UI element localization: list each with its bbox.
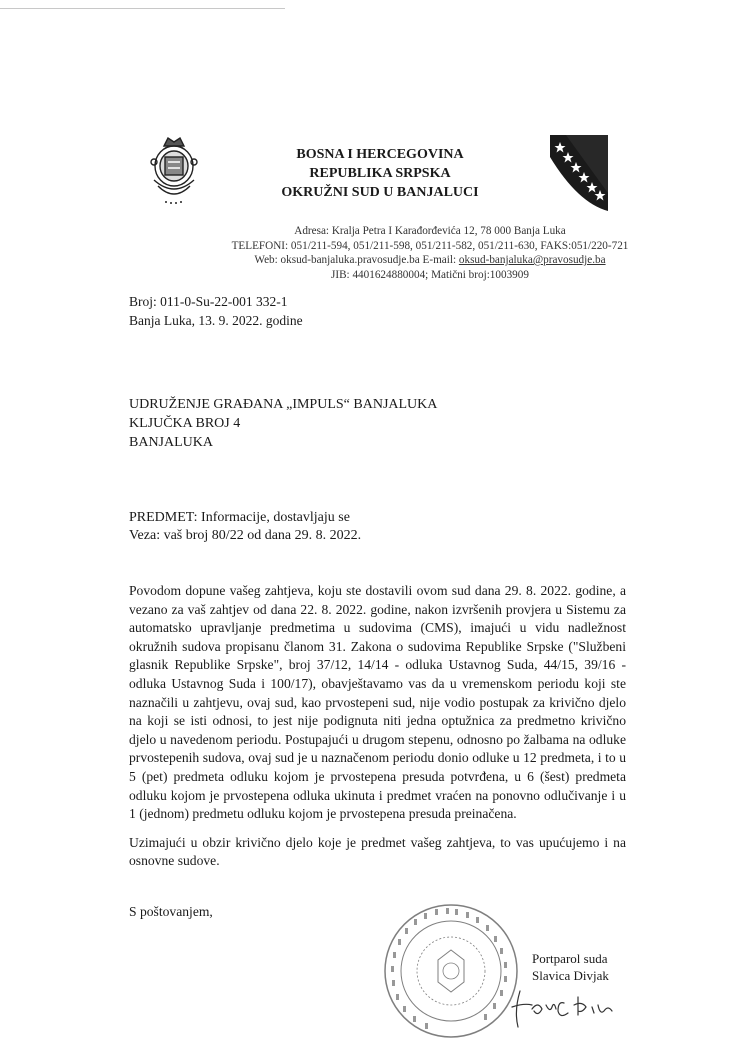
scan-top-line [0, 8, 285, 9]
closing-salutation: S poštovanjem, [129, 904, 213, 919]
subject-veza: Veza: vaš broj 80/22 od dana 29. 8. 2022. [129, 528, 362, 543]
body-paragraph-1: Povodom dopune vašeg zahtjeva, koju ste dostavili ovom sud dana 29. 8. 2022. godine, a vezano za vaš zahtjev od dana 22. 8. 2022. godine, nakon izvršenih provjera u Sistemu za automatsko upravljanje predmetima u sudovima (CMS), imajući u vidu nadležnost okružnih sudova propisanu članom 31. Zakona o sudovima Republike Srpske ("Službeni glasnik Republike Srpske", broj 37/12, 14/14 - odluka Ustavnog Suda, 44/15, 39/16 - odluka Ustavnog Suda i 100/17), obavještavamo vas da u vremenskom periodu koji ste naznačili u zahtjevu, ovaj sud, kao prvostepeni sud, nije vodio postupak za krivično djelo na koji se isti odnosi, to jest nije podignuta niti jedna optužnica za predmetno krivično djelo u navedenom periodu. Postupajući u drugom stepenu, odnosno po žalbama na odluke prvostepenih sudova, ovaj sud je u naznačenom periodu donio odluke u 12 predmeta, i to u 5 (pet) predmeta odluku kojom je prvostepena presuda potvrđena, u 6 (šest) predmeta odluku kojom je prvostepena odluka ukinuta i predmet vraćen na ponovno odlučivanje i u 1 (jednom) predmetu odluku kojom je prvostepena presuda preinačena. [129, 583, 626, 822]
court-round-seal [380, 900, 522, 1042]
reference-place-date: Banja Luka, 13. 9. 2022. godine [129, 313, 303, 328]
recipient-name: UDRUŽENJE GRAĐANA „IMPULS“ BANJALUKA [129, 397, 438, 412]
contact-web[interactable]: Web: oksud-banjaluka.pravosudje.ba [254, 254, 420, 266]
handwritten-signature [508, 983, 628, 1033]
reference-block [129, 292, 303, 330]
recipient-block [129, 395, 437, 452]
recipient-city: BANJALUKA [129, 435, 213, 450]
signatory-block [532, 950, 609, 984]
subject-block [129, 509, 361, 545]
signatory-role: Portparol suda [532, 951, 608, 966]
contact-phones: TELEFONI: 051/211-594, 051/211-598, 051/211-582, 051/211-630, FAKS:051/220-721 [231, 239, 629, 252]
letter-body [129, 582, 626, 881]
court-coat-of-arms-icon [146, 132, 202, 206]
contact-email-link[interactable]: oksud-banjaluka@pravosudje.ba [458, 254, 606, 266]
reference-number: Broj: 011-0-Su-22-001 332-1 [129, 294, 288, 309]
contact-address: Adresa: Kralja Petra I Karađorđevića 12, 78 000 Banja Luka [294, 225, 566, 237]
contact-ids: JIB: 4401624880004; Matični broj:1003909 [331, 268, 529, 281]
court-header [220, 145, 540, 202]
contact-email-label: E-mail: [422, 254, 457, 266]
recipient-street: KLJUČKA BROJ 4 [129, 416, 241, 431]
header-court: OKRUŽNI SUD U BANJALUCI [281, 185, 479, 200]
subject-predmet: PREDMET: Informacije, dostavljaju se [129, 510, 350, 525]
contact-web-email [150, 253, 710, 268]
header-entity: REPUBLIKA SRPSKA [309, 166, 451, 181]
bih-flag-shield-icon [548, 133, 610, 215]
header-country: BOSNA I HERCEGOVINA [296, 147, 464, 162]
contact-block [150, 224, 710, 282]
body-paragraph-2: Uzimajući u obzir krivično djelo koje je predmet vašeg zahtjeva, to vas upućujemo i na osnovne sudove. [129, 834, 626, 869]
signatory-name: Slavica Divjak [532, 968, 609, 983]
